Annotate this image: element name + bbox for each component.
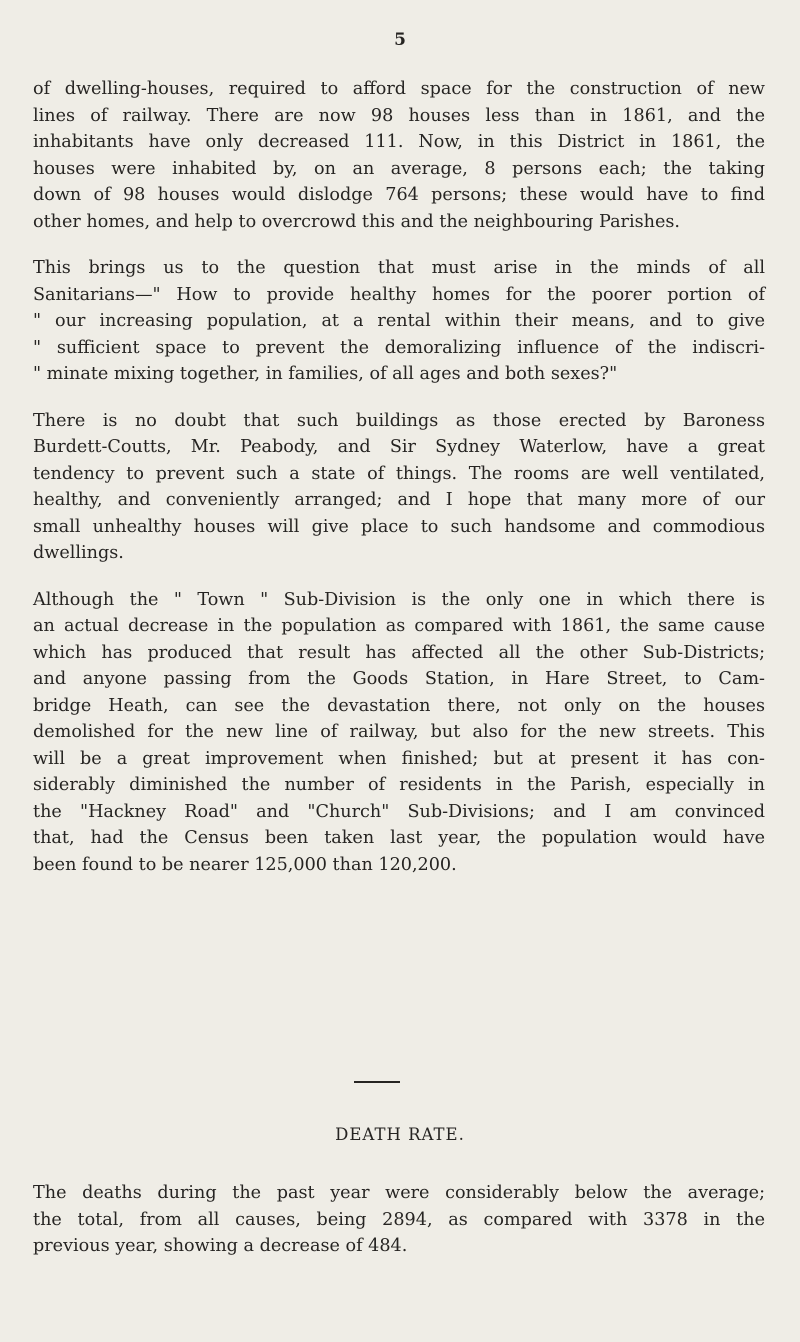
paragraph-population-decrease [33,587,765,879]
text-line: lines of railway. There are now 98 houses less than in 1861, and the [33,105,765,126]
text-line: other homes, and help to overcrowd this and the neighbouring Parishes. [33,211,680,232]
text-line: dwellings. [33,543,124,563]
text-line: previous year, showing a decrease of 484. [33,1236,408,1256]
text-line: Burdett-Coutts, Mr. Peabody, and Sir Sydney Waterlow, have a great [33,437,765,457]
text-line: siderably diminished the number of residents in the Parish, especially in [33,775,765,795]
text-line: and anyone passing from the Goods Station, in Hare Street, to Cam- [33,669,765,689]
page-number: 5 [394,30,406,50]
text-line: The deaths during the past year were considerably below the average; [33,1183,765,1203]
paragraph-railway-houses [33,76,765,235]
text-line: Although the " Town " Sub-Division is the only one in which there is [33,589,765,610]
text-line: demolished for the new line of railway, but also for the new streets. This [33,722,765,742]
paragraph-sanitarians-question [33,255,765,388]
text-line: " sufficient space to prevent the demoralizing influence of the indiscri- [33,337,765,358]
text-line: tendency to prevent such a state of things. The rooms are well ventilated, [33,463,765,484]
death-rate-text [33,1180,765,1260]
text-line: an actual decrease in the population as compared with 1861, the same cause [33,616,765,636]
text-line: been found to be nearer 125,000 than 120,200. [33,854,457,875]
text-line: down of 98 houses would dislodge 764 persons; these would have to find [33,185,765,205]
section-heading: DEATH RATE. [335,1125,465,1144]
text-line: the total, from all causes, being 2894, as compared with 3378 in the [33,1209,765,1230]
text-line: Sanitarians—" How to provide healthy homes for the poorer portion of [33,284,765,305]
text-line: that, had the Census been taken last year, the population would have [33,828,765,848]
text-line: " our increasing population, at a rental within their means, and to give [33,311,765,331]
paragraph-model-dwellings [33,408,765,567]
text-line: There is no doubt that such buildings as those erected by Baroness [33,410,765,431]
text-line: will be a great improvement when finished; but at present it has con- [33,748,765,769]
text-line: the "Hackney Road" and "Church" Sub-Divisions; and I am convinced [33,801,765,822]
text-line: This brings us to the question that must arise in the minds of all [33,258,765,278]
text-line: which has produced that result has affected all the other Sub-Districts; [33,642,765,663]
text-line: of dwelling-houses, required to afford space for the construction of new [33,79,765,99]
text-line: healthy, and conveniently arranged; and I hope that many more of our [33,490,765,510]
text-line: houses were inhabited by, on an average, 8 persons each; the taking [33,158,765,179]
section-divider [354,1081,400,1083]
text-line: " minate mixing together, in families, of all ages and both sexes?" [33,364,618,384]
text-line: bridge Heath, can see the devastation there, not only on the houses [33,695,765,716]
text-line: small unhealthy houses will give place to such handsome and commodious [33,516,765,537]
paragraph-death-rate [33,1180,765,1260]
body-text [33,76,765,898]
text-line: inhabitants have only decreased 111. Now, in this District in 1861, the [33,132,765,152]
